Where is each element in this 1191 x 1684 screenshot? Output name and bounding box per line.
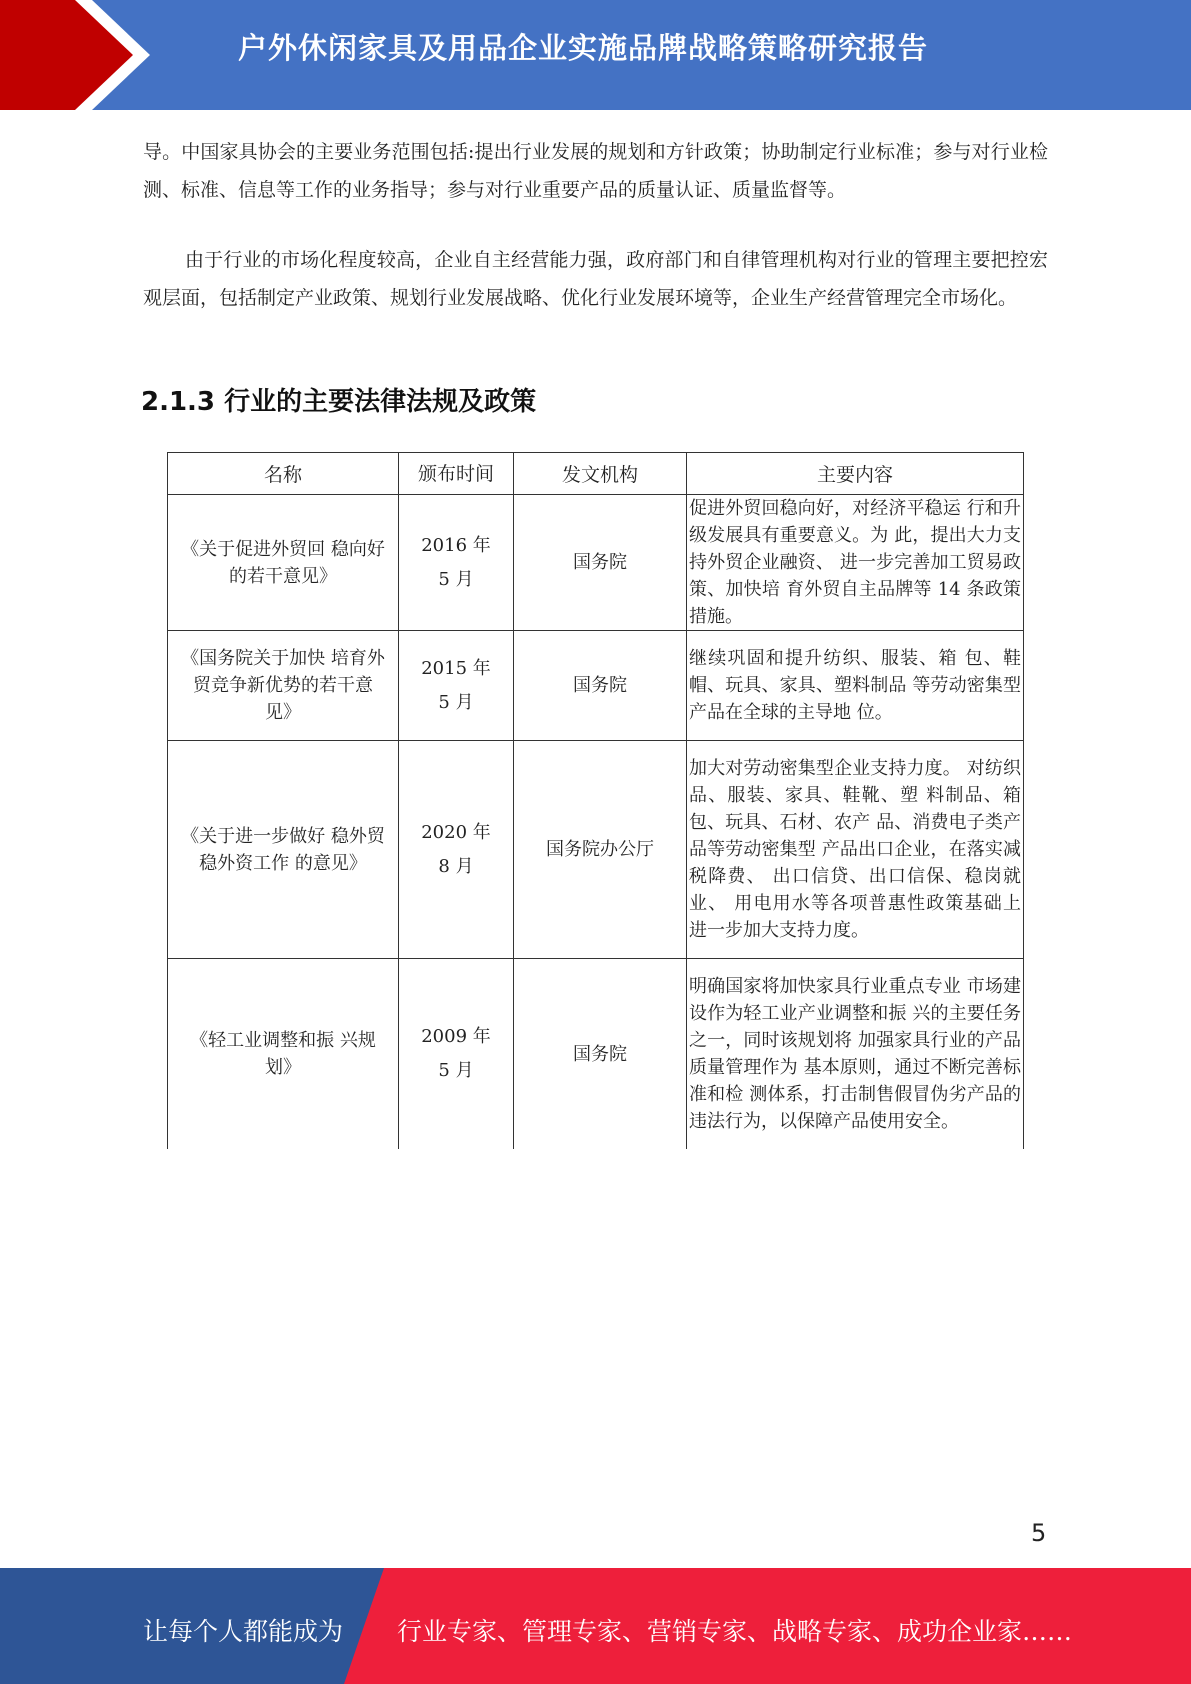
cell-org: 国务院 bbox=[514, 959, 687, 1150]
column-header-name: 名称 bbox=[168, 453, 399, 495]
cell-content: 加大对劳动密集型企业支持力度。 对纺织品、服装、家具、鞋靴、塑 料制品、箱包、玩具、石材、农产 品、消费电子类产品等劳动密集型 产品出口企业，在落实减税降费、 出口信贷、出口信保、稳岗就业、 用电用水等各项普惠性政策基础上 进一步加大支持力度。 bbox=[687, 741, 1024, 959]
header-banner bbox=[0, 0, 1191, 110]
cell-content: 促进外贸回稳向好，对经济平稳运 行和升级发展具有重要意义。为 此，提出大力支持外贸企业融资、 进一步完善加工贸易政策、加快培 育外贸自主品牌等 14 条政策措施。 bbox=[687, 495, 1024, 631]
report-title: 户外休闲家具及用品企业实施品牌战略策略研究报告 bbox=[238, 31, 929, 65]
table-header-row bbox=[168, 453, 1024, 495]
column-header-content: 主要内容 bbox=[687, 453, 1024, 495]
date-year: 2016 年 bbox=[421, 534, 491, 556]
footer-slogan-left: 让每个人都能成为 bbox=[143, 1617, 344, 1646]
cell-policy-name: 《国务院关于加快 培育外贸竞争新优势的若干意见》 bbox=[168, 631, 399, 741]
date-year: 2015 年 bbox=[421, 657, 491, 679]
section-heading: 2.1.3 行业的主要法律法规及政策 bbox=[141, 387, 537, 417]
table-row bbox=[168, 495, 1024, 631]
cell-content: 继续巩固和提升纺织、服装、箱 包、鞋帽、玩具、家具、塑料制品 等劳动密集型产品在全球的主导地 位。 bbox=[687, 631, 1024, 741]
cell-org: 国务院办公厅 bbox=[514, 741, 687, 959]
date-month: 8 月 bbox=[438, 855, 474, 877]
column-header-org: 发文机构 bbox=[514, 453, 687, 495]
page-number: 5 bbox=[1031, 1519, 1047, 1547]
cell-policy-name: 《关于促进外贸回 稳向好的若干意见》 bbox=[168, 495, 399, 631]
cell-date bbox=[399, 495, 514, 631]
date-month: 5 月 bbox=[438, 568, 474, 590]
cell-org: 国务院 bbox=[514, 631, 687, 741]
cell-date bbox=[399, 631, 514, 741]
body-paragraph: 由于行业的市场化程度较高，企业自主经营能力强，政府部门和自律管理机构对行业的管理主要把控宏观层面，包括制定产业政策、规划行业发展战略、优化行业发展环境等，企业生产经营管理完全市场化。 bbox=[143, 249, 1048, 309]
footer-slogan-right: 行业专家、管理专家、营销专家、战略专家、成功企业家…… bbox=[397, 1617, 1073, 1646]
cell-policy-name: 《轻工业调整和振 兴规划》 bbox=[168, 959, 399, 1150]
body-paragraph: 导。中国家具协会的主要业务范围包括:提出行业发展的规划和方针政策；协助制定行业标准；参与对行业检测、标准、信息等工作的业务指导；参与对行业重要产品的质量认证、质量监督等。 bbox=[143, 141, 1048, 201]
cell-policy-name: 《关于进一步做好 稳外贸稳外资工作 的意见》 bbox=[168, 741, 399, 959]
date-month: 5 月 bbox=[438, 691, 474, 713]
column-header-date: 颁布时间 bbox=[399, 453, 514, 495]
cell-date bbox=[399, 741, 514, 959]
date-year: 2009 年 bbox=[421, 1026, 491, 1047]
cell-org: 国务院 bbox=[514, 495, 687, 631]
date-year: 2020 年 bbox=[421, 821, 491, 843]
table-row bbox=[168, 631, 1024, 741]
footer-banner bbox=[0, 1568, 1191, 1684]
cell-date bbox=[399, 959, 514, 1150]
policy-table bbox=[167, 452, 1024, 1149]
table-row bbox=[168, 741, 1024, 959]
table-row bbox=[168, 959, 1024, 1150]
date-month: 5 月 bbox=[438, 1060, 474, 1081]
cell-content: 明确国家将加快家具行业重点专业 市场建设作为轻工业产业调整和振 兴的主要任务之一，同时该规划将 加强家具行业的产品质量管理作为 基本原则，通过不断完善标准和检 测体系，打击制售假冒伪劣产品的 违法行为，以保障产品使用安全。 bbox=[687, 959, 1024, 1150]
